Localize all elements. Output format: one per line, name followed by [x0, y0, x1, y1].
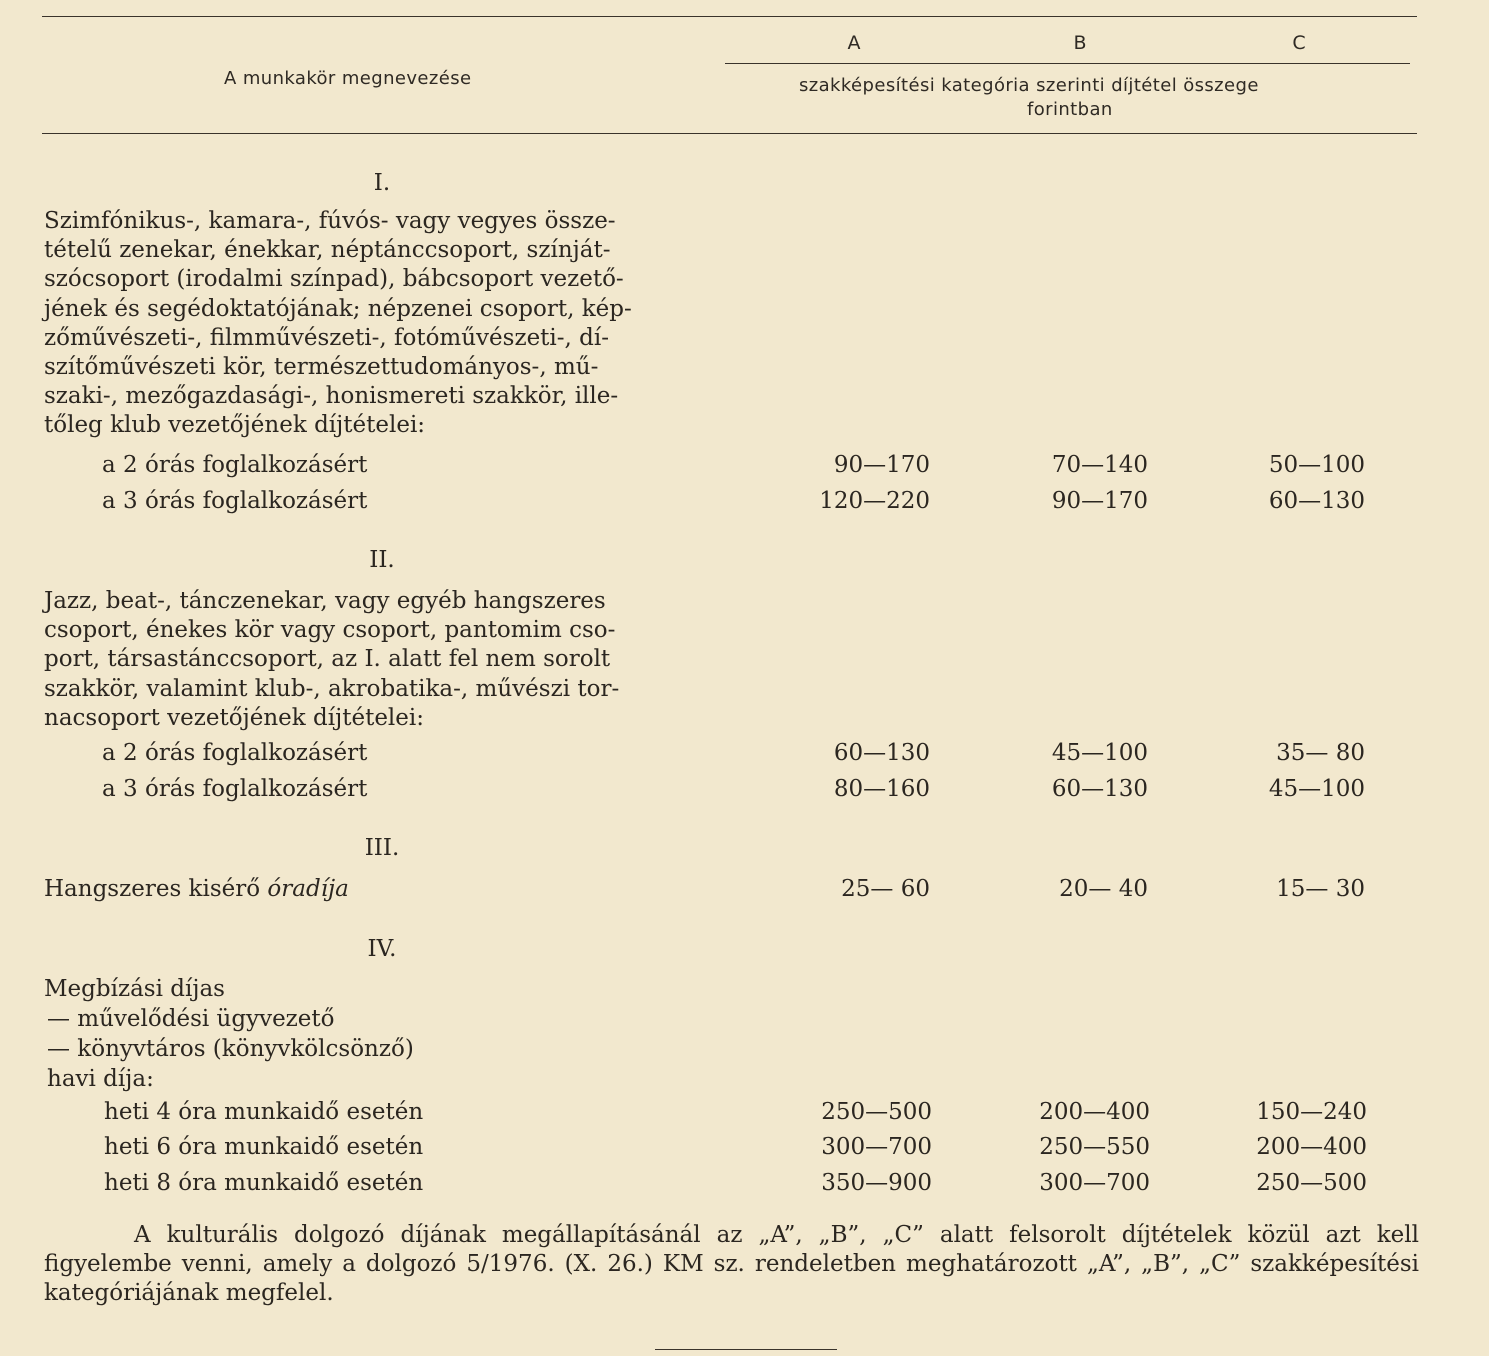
rate-value-c: 35— 80: [1276, 740, 1365, 766]
header-bottom-rule: [42, 133, 1417, 134]
top-rule: [42, 16, 1417, 17]
description-line: Szimfónikus-, kamara-, fúvós- vagy vegyes össze-: [44, 208, 616, 234]
section-description-2: [44, 587, 724, 733]
rate-value-b: 200—400: [1039, 1099, 1150, 1125]
commission-intro-line: havi díja:: [47, 1066, 154, 1092]
category-caption-line1: szakképesítési kategória szerinti díjtétel összege: [799, 75, 1259, 96]
description-line: szítőművészeti kör, természettudományos-, mű-: [44, 354, 599, 381]
rate-value-c: 15— 30: [1276, 876, 1365, 902]
rate-value-c: 60—130: [1268, 488, 1365, 514]
section-description-1: [44, 207, 724, 441]
column-letter-c: C: [1292, 32, 1306, 54]
rate-value-b: 60—130: [1051, 776, 1148, 802]
commission-intro-line: — könyvtáros (könyvkölcsönző): [47, 1036, 414, 1062]
description-line: port, társastánccsoport, az I. alatt fel nem sorolt: [44, 646, 611, 673]
rate-value-b: 90—170: [1051, 488, 1148, 514]
rate-value-b: 70—140: [1051, 452, 1148, 478]
rate-row-label: heti 6 óra munkaidő esetén: [104, 1134, 424, 1160]
rate-value-a: 350—900: [821, 1170, 932, 1196]
rate-row-label: a 3 órás foglalkozásért: [102, 488, 368, 514]
description-line: szócsoport (irodalmi színpad), bábcsoport vezető-: [44, 266, 624, 293]
rate-row-label: a 2 órás foglalkozásért: [102, 452, 368, 478]
description-line: tőleg klub vezetőjének díjtételei:: [44, 412, 426, 439]
description-line: szakkör, valamint klub-, akrobatika-, művészi tor-: [44, 675, 620, 702]
rate-row-label: a 2 órás foglalkozásért: [102, 740, 368, 766]
rate-row-label: a 3 órás foglalkozásért: [102, 776, 368, 802]
rate-value-b: 300—700: [1039, 1170, 1150, 1196]
rate-value-c: 45—100: [1268, 776, 1365, 802]
section-numeral-2: II.: [369, 547, 395, 573]
rate-row-label: heti 4 óra munkaidő esetén: [104, 1099, 424, 1125]
rate-value-b: 20— 40: [1059, 876, 1148, 902]
description-line: csoport, énekes kör vagy csoport, pantomim cso-: [44, 617, 616, 644]
footnote-paragraph: [44, 1221, 1419, 1308]
rate-value-b: 45—100: [1051, 740, 1148, 766]
column-letter-a: A: [847, 32, 861, 54]
footnote-text: A kulturális dolgozó díjának megállapításánál az „A”, „B”, „C” alatt felsorolt díjtételek közül azt kell figyelembe venni, amely a dolgozó 5/1976. (X. 26.) KM sz. rendeletben meghatározott „A”, „B”, „C” szakképesítési kategóriájának megfelel.: [44, 1222, 1419, 1306]
section-numeral-1: I.: [373, 170, 391, 196]
rate-value-a: 25— 60: [841, 876, 930, 902]
description-line: nacsoport vezetőjének díjtételei:: [44, 704, 425, 731]
rate-value-c: 200—400: [1256, 1134, 1367, 1160]
category-rule: [725, 63, 1410, 64]
rate-value-a: 80—160: [833, 776, 930, 802]
description-line: Jazz, beat-, tánczenekar, vagy egyéb hangszeres: [44, 588, 606, 614]
rate-value-a: 300—700: [821, 1134, 932, 1160]
end-rule: [655, 1349, 837, 1350]
rate-value-b: 250—550: [1039, 1134, 1150, 1160]
section-numeral-4: IV.: [367, 936, 397, 962]
description-line: szaki-, mezőgazdasági-, honismereti szakkör, ille-: [44, 383, 619, 410]
rate-value-a: 90—170: [833, 452, 930, 478]
description-line: zőművészeti-, filmművészeti-, fotóművészeti-, dí-: [44, 324, 610, 351]
accompanist-label-italic: óradíja: [267, 876, 349, 902]
rate-value-a: 250—500: [821, 1099, 932, 1125]
rate-value-a: 60—130: [833, 740, 930, 766]
description-line: jének és segédoktatójának; népzenei csoport, kép-: [44, 295, 632, 322]
rate-value-c: 50—100: [1268, 452, 1365, 478]
commission-intro-line: — művelődési ügyvezető: [47, 1006, 335, 1032]
commission-intro-line: Megbízási díjas: [44, 976, 225, 1002]
description-line: tételű zenekar, énekkar, néptánccsoport, színját-: [44, 237, 611, 264]
accompanist-row-label: [44, 876, 349, 902]
category-caption-line2: forintban: [1027, 99, 1113, 120]
column-title: A munkakör megnevezése: [224, 68, 472, 89]
rate-value-a: 120—220: [819, 488, 930, 514]
accompanist-label-text: Hangszeres kisérő: [44, 876, 268, 902]
section-numeral-3: III.: [364, 835, 400, 861]
column-letter-b: B: [1073, 32, 1087, 54]
rate-value-c: 250—500: [1256, 1170, 1367, 1196]
rate-row-label: heti 8 óra munkaidő esetén: [104, 1170, 424, 1196]
rate-value-c: 150—240: [1256, 1099, 1367, 1125]
